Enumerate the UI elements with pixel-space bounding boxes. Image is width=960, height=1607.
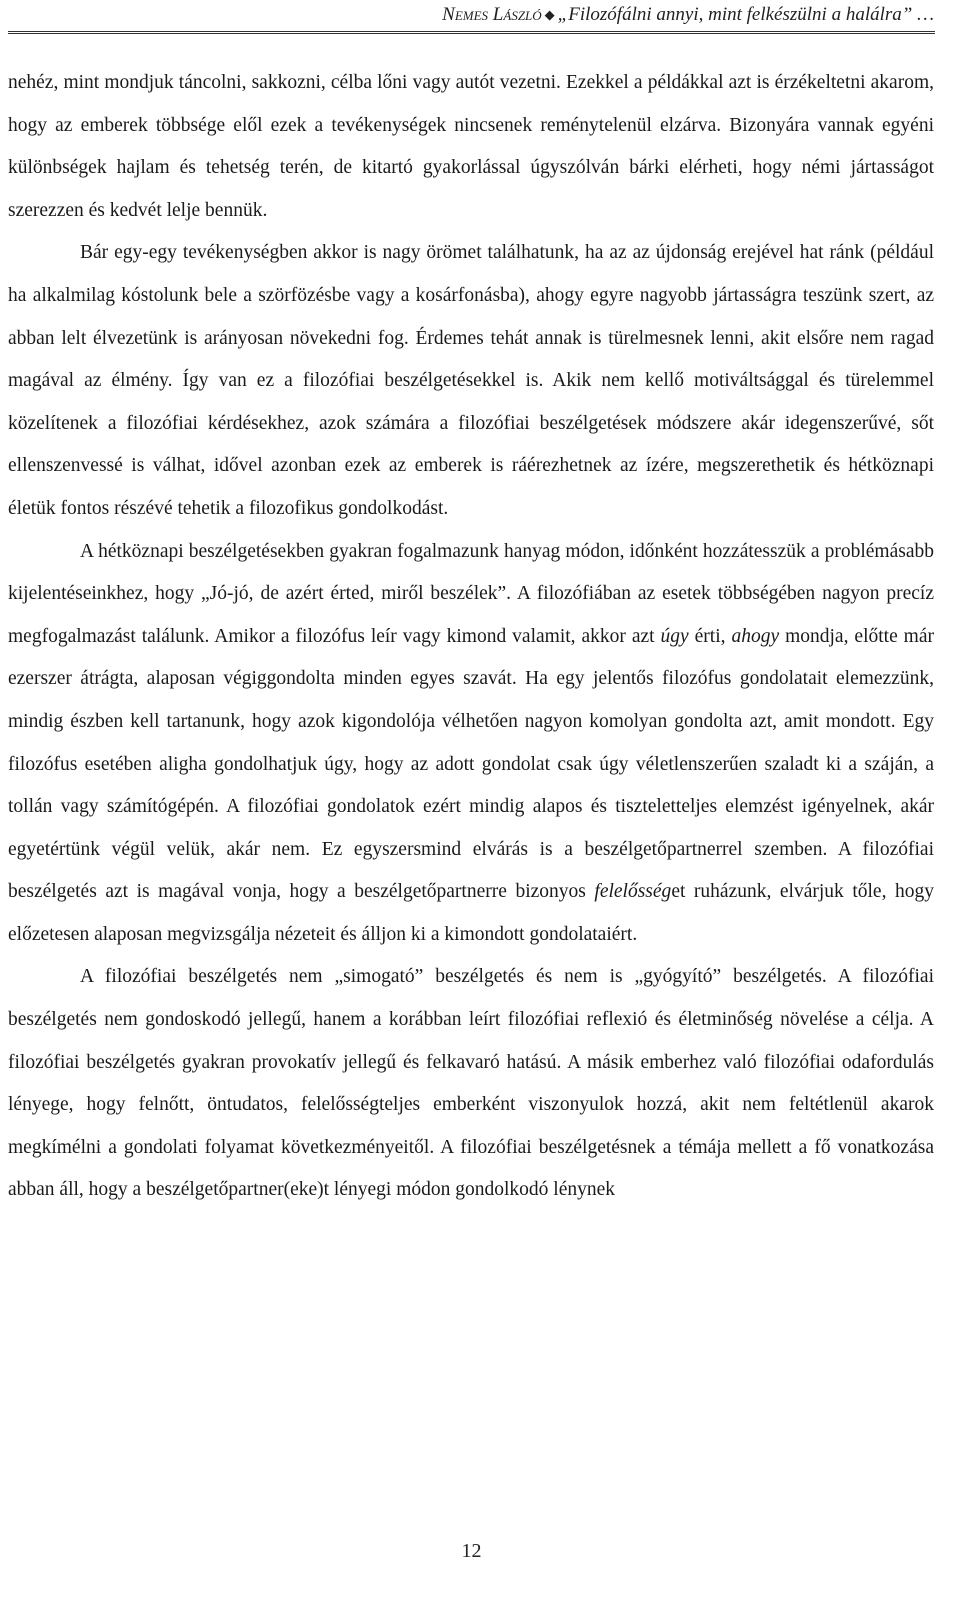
emphasis-text: ahogy [731,625,780,647]
text-run: nehéz, mint mondjuk táncolni, sakkozni, célba lőni vagy autót vezetni. Ezekkel a példákkal azt is érzékeltetni akarom, hogy az emberek többsége elől ezek a tevékenységek nincsenek reménytelenül elzárva. Bizonyára vannak egyéni különbségek hajlam és tehetség terén, de kitartó gyakorlással úgyszólván bárki elérheti, hogy némi jártasságot szerezzen és kedvét lelje bennük. [8,72,934,221]
emphasis-text: úgy [660,625,689,647]
body-text [8,62,934,1212]
paragraph [8,62,934,232]
text-run: A hétköznapi beszélgetésekben gyakran fogalmazunk hanyag módon, időnként hozzátesszük a problémásabb kijelentéseinkhez, hogy „Jó-jó, de azért érted, miről beszélek”. A filozófiában az esetek többségében nagyon precíz megfogalmazást találunk. Amikor a filozófus leír vagy kimond valamit, akkor azt [8,540,934,647]
header-author: Nemes László [442,4,542,25]
header-title: „Filozófálni annyi, mint felkészülni a halálra” … [557,4,934,25]
paragraph [8,232,934,530]
header-rule-top [8,31,935,32]
running-header [34,4,934,26]
text-run: Bár egy-egy tevékenységben akkor is nagy örömet találhatunk, ha az az újdonság erejével hat ránk (például ha alkalmilag kóstolunk bele a szörfözésbe vagy a kosárfonásba), ahogy egyre nagyobb jártasságra teszünk szert, az abban lelt élvezetünk is arányosan növekedni fog. Érdemes tehát annak is türelmesnek lenni, akit elsőre nem ragad magával az élmény. Így van ez a filozófiai beszélgetésekkel is. Akik nem kellő motiváltsággal és türelemmel közelítenek a filozófiai kérdésekhez, azok számára a filozófiai beszélgetések módszere akár idegenszerűvé, sőt ellenszenvessé is válhat, idővel azonban ezek az emberek is ráérezhetnek az ízére, megszerethetik és hétköznapi életük fontos részévé tehetik a filozofikus gondolkodást. [8,242,934,519]
diamond-icon: ◆ [544,7,555,22]
page-number: 12 [461,1540,482,1562]
header-rule-bottom [8,33,935,34]
paragraph [8,531,934,957]
text-run: érti, [688,625,732,647]
text-run: A filozófiai beszélgetés nem „simogató” beszélgetés és nem is „gyógyító” beszélgetés. A filozófiai beszélgetés nem gondoskodó jellegű, hanem a korábban leírt filozófiai reflexió és életminőség növelése a célja. A filozófiai beszélgetés gyakran provokatív jellegű és felkavaró hatású. A másik emberhez való filozófiai odafordulás lényege, hogy felnőtt, öntudatos, felelősségteljes emberként viszonyulok hozzá, akit nem feltétlenül akarok megkímélni a gondolati folyamat következményeitől. A filozófiai beszélgetésnek a témája mellett a fő vonatkozása abban áll, hogy a beszélgetőpartner(eke)t lényegi módon gondolkodó lénynek [8,966,934,1201]
emphasis-text: felelősség [594,881,672,903]
text-run: mondja, előtte már ezerszer átrágta, alaposan végiggondolta minden egyes szavát. Ha egy jelentős filozófus gondolatait elemezzünk, mindig észben kell tartanunk, hogy azok kigondolója vélhetően nagyon komolyan gondolta azt, amit mondott. Egy filozófus esetében aligha gondolhatjuk úgy, hogy az adott gondolat csak úgy véletlenszerűen szaladt ki a száján, a tollán vagy számítógépén. A filozófiai gondolatok ezért mindig alapos és tiszteletteljes elemzést igényelnek, akár egyetértünk végül velük, akár nem. Ez egyszersmind elvárás is a beszélgetőpartnerrel szemben. A filozófiai beszélgetés azt is magával vonja, hogy a beszélgetőpartnerre bizonyos [8,625,934,903]
text-run: et ruházunk, elvárjuk tőle, hogy előzetesen alaposan megvizsgálja nézeteit és álljon ki a kimondott gondolataiért. [8,881,934,945]
paragraph [8,956,934,1212]
